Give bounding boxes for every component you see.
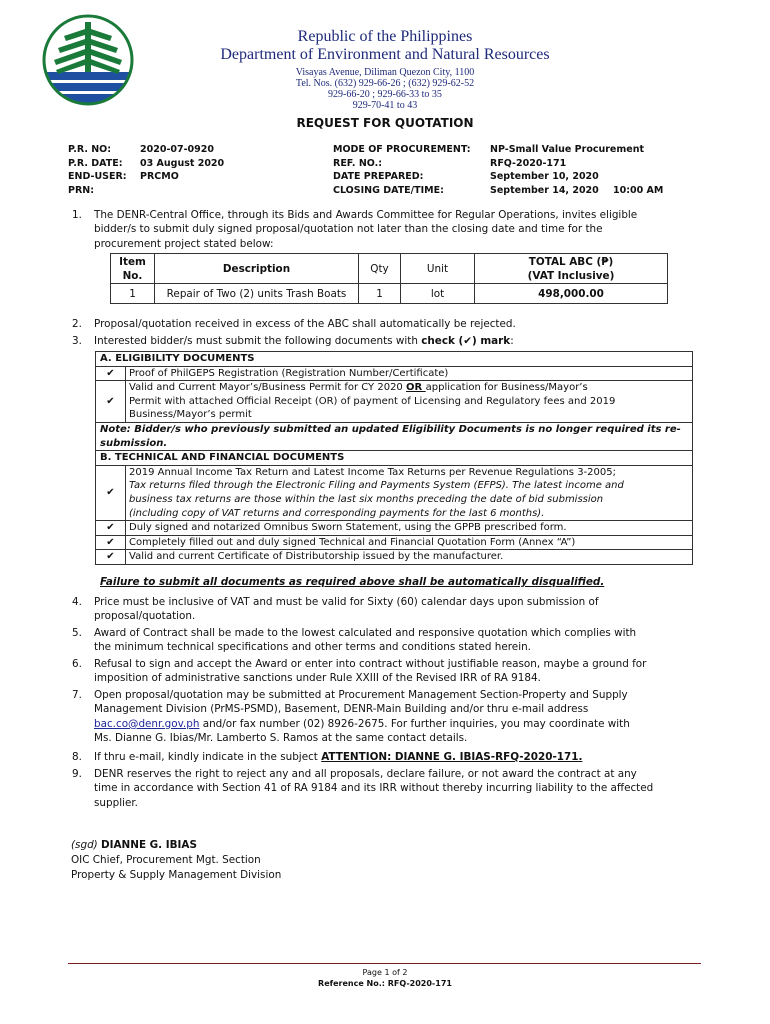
item-5-text: Award of Contract shall be made to the lowest calculated and responsive quotation which complies with the minimum technical specifications and other terms and conditions stated herein. [94, 627, 637, 654]
req-distributorship: Valid and current Certificate of Distributorship issued by the manufacturer. [126, 550, 693, 565]
req-philgeps: Proof of PhilGEPS Registration (Registration Number/Certificate) [126, 366, 693, 381]
closing-time-value: 10:00 AM [613, 184, 664, 196]
check-icon: ✔ [96, 521, 126, 536]
item-3-number: 3. [72, 335, 82, 347]
item-1-number: 1. [72, 209, 82, 221]
item-7-text: Open proposal/quotation may be submitted at Procurement Management Section-Property and Supply Management Division (PrMS-PSMD), Basement, DENR-Main Building and/or thru e-mail address bac.co@denr.gov.ph and/or fax number (02) 8926-2675. For further inquiries, you may coordinate with Ms. Dianne G. Ibias/Mr. Lamberto S. Ramos at the same contact details. [94, 689, 630, 745]
footer-reference: Reference No.: RFQ-2020-171 [318, 979, 452, 988]
ref-label: REF. NO.: [333, 157, 383, 169]
row-description: Repair of Two (2) units Trash Boats [155, 284, 359, 304]
denr-seal-icon [42, 14, 134, 106]
pr-no-value: 2020-07-0920 [140, 144, 214, 155]
header-address: Visayas Avenue, Diliman Quezon City, 1100 [295, 67, 475, 78]
item-4-text: Price must be inclusive of VAT and must be valid for Sixty (60) calendar days upon submission of proposal/quotation. [94, 596, 599, 623]
email-subject: ATTENTION: DIANNE G. IBIAS-RFQ-2020-171. [321, 751, 583, 763]
item-2-text: Proposal/quotation received in excess of the ABC shall automatically be rejected. [94, 318, 516, 330]
eligibility-table [95, 351, 693, 565]
req-quotation-form: Completely filled out and duly signed Technical and Financial Quotation Form (Annex “A”) [126, 535, 693, 550]
failure-note: Failure to submit all documents as required above shall be automatically disqualified. [100, 576, 605, 588]
item-5-number: 5. [72, 627, 82, 639]
row-item: 1 [111, 284, 155, 304]
date-prepared-value: September 10, 2020 [490, 171, 599, 182]
item-1-line: bidder/s to submit duly signed proposal/quotation not later than the closing date and time for the [94, 223, 603, 236]
header-country: Republic of the Philippines [297, 28, 473, 45]
req-mayors-permit-line: Business/Mayor’s permit [129, 409, 252, 421]
req-mayors-permit-line: Permit with attached Official Receipt (OR) of payment of Licensing and Regulatory fees and 2019 [129, 395, 616, 407]
item-7-number: 7. [72, 689, 82, 701]
row-total: 498,000.00 [475, 284, 668, 304]
prn-label: PRN: [68, 184, 95, 196]
date-prepared-label: DATE PREPARED: [333, 171, 424, 182]
meta-left-labels [68, 143, 127, 197]
table-row [111, 284, 668, 304]
item-9-number: 9. [72, 768, 82, 780]
req-omnibus: Duly signed and notarized Omnibus Sworn Statement, using the GPPB prescribed form. [126, 521, 693, 536]
meta-left-values [140, 143, 224, 184]
req-mayors-permit [126, 381, 693, 423]
signatory-position: OIC Chief, Procurement Mgt. Section [71, 854, 261, 866]
item-4-number: 4. [72, 596, 82, 608]
item-1-line: procurement project stated below: [94, 237, 274, 250]
end-user-label: END-USER: [68, 171, 127, 182]
header-tel-2: 929-66-20 ; 929-66-33 to 35 [328, 89, 442, 100]
eligibility-note: Note: Bidder/s who previously submitted an updated Eligibility Documents is no longer required its re- submission. [96, 422, 693, 450]
row-unit: lot [401, 284, 475, 304]
end-user-value: PRCMO [140, 171, 179, 182]
check-icon: ✔ [96, 366, 126, 381]
pr-date-value: 03 August 2020 [140, 157, 225, 169]
header-tel-1: Tel. Nos. (632) 929-66-26 ; (632) 929-62-52 [295, 78, 475, 89]
header-department: Department of Environment and Natural Resources [220, 46, 550, 63]
signatory-name: DIANNE G. IBIAS [101, 839, 197, 851]
closing-date-value: September 14, 2020 [490, 184, 599, 196]
signature-block [71, 838, 281, 883]
abc-table [110, 253, 668, 304]
mode-label: MODE OF PROCUREMENT: [333, 144, 471, 155]
item-1-line: The DENR-Central Office, through its Bids and Awards Committee for Regular Operations, invites eligible [94, 209, 638, 221]
footer-divider [68, 963, 701, 964]
check-icon: ✔ [96, 381, 126, 423]
row-qty: 1 [359, 284, 401, 304]
meta-right-labels [333, 143, 471, 197]
document-title: REQUEST FOR QUOTATION [296, 116, 474, 130]
section-b-heading: B. TECHNICAL AND FINANCIAL DOCUMENTS [96, 451, 693, 466]
pr-date-label: P.R. DATE: [68, 157, 123, 169]
item-3-text-end: : [510, 335, 514, 347]
check-icon: ✔ [96, 465, 126, 520]
check-icon: ✔ [96, 550, 126, 565]
signatory-division: Property & Supply Management Division [71, 869, 282, 881]
header-qty: Qty [359, 254, 401, 284]
item-9-text: DENR reserves the right to reject any and all proposals, declare failure, or not award the contract at any time in accordance with Section 41 of RA 9184 and its IRR without thereby incurring liability to the affected supplier. [94, 768, 654, 809]
sgd-mark: (sgd) [71, 839, 102, 851]
req-mayors-permit-line: Valid and Current Mayor’s/Business Permit for CY 2020 OR application for Business/Mayor’s [129, 382, 588, 394]
denr-logo [42, 14, 134, 106]
req-income-tax: 2019 Annual Income Tax Return and Latest Income Tax Returns per Revenue Regulations 3-2005; Tax returns filed through the Electronic Filing and Payments System (EFPS). The latest income and business tax returns are those within the last six months preceding the date of bid submission (including copy of VAT returns and corresponding payments for the last 6 months). [126, 465, 693, 520]
header-total-abc: TOTAL ABC (₱) (VAT Inclusive) [475, 254, 668, 284]
email-link[interactable]: bac.co@denr.gov.ph [94, 717, 200, 730]
footer-page: Page 1 of 2 [362, 968, 408, 977]
header-description: Description [155, 254, 359, 284]
section-a-heading: A. ELIGIBILITY DOCUMENTS [96, 352, 693, 367]
ref-value: RFQ-2020-171 [490, 157, 567, 169]
item-8-text: If thru e-mail, kindly indicate in the subject ATTENTION: DIANNE G. IBIAS-RFQ-2020-171. [94, 751, 583, 763]
item-3-text-bold: check (✔) mark [421, 335, 511, 347]
closing-label: CLOSING DATE/TIME: [333, 184, 444, 196]
pr-no-label: P.R. NO: [68, 144, 112, 155]
item-2-number: 2. [72, 318, 82, 330]
check-icon: ✔ [96, 535, 126, 550]
header-unit: Unit [401, 254, 475, 284]
mode-value: NP-Small Value Procurement [490, 144, 645, 155]
item-8-number: 8. [72, 751, 82, 763]
item-1-text [94, 208, 700, 251]
item-6-text: Refusal to sign and accept the Award or enter into contract without justifiable reason, maybe a ground for imposition of administrative sanctions under Rule XXIII of the Revised IRR of RA 9184. [94, 658, 647, 685]
header-item-no: Item No. [111, 254, 155, 284]
item-3-text-main: Interested bidder/s must submit the following documents with [94, 335, 422, 347]
item-3-text [94, 334, 514, 348]
header-tel-3: 929-70-41 to 43 [352, 100, 418, 111]
item-6-number: 6. [72, 658, 82, 670]
